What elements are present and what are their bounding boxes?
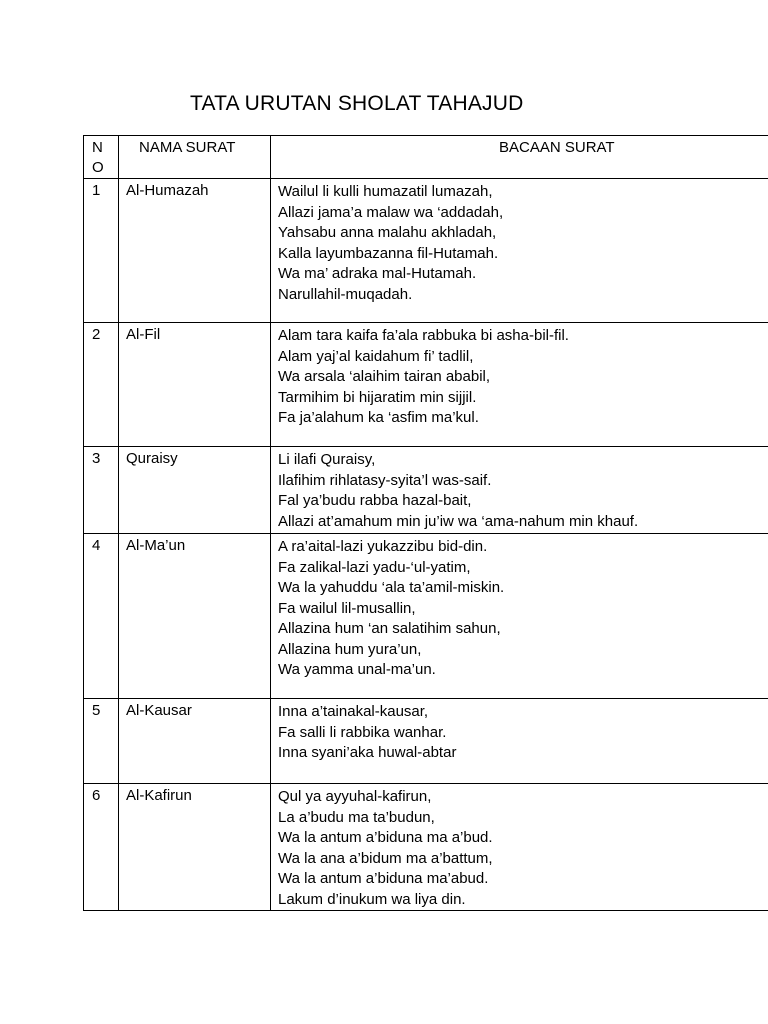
row-number: 5 <box>84 699 119 784</box>
verse-line: Fa zalikal-lazi yadu-‘ul-yatim, <box>278 558 471 576</box>
table-row <box>84 534 768 699</box>
verse-line: A ra’aital-lazi yukazzibu bid-din. <box>278 538 488 555</box>
verse-line: Inna syani’aka huwal-abtar <box>278 744 457 761</box>
verse-line: Alam tara kaifa fa’ala rabbuka bi asha-bil-fil. <box>278 327 569 344</box>
verse-line: Wa ma’ adraka mal-Hutamah. <box>278 265 477 282</box>
surah-name: Al-Kausar <box>119 699 271 784</box>
table-row <box>84 447 768 534</box>
surah-name: Quraisy <box>119 447 271 534</box>
verse-line: Narullahil-muqadah. <box>278 285 413 303</box>
surah-text <box>271 323 768 447</box>
row-number: 3 <box>84 447 119 534</box>
verse-line: Wailul li kulli humazatil lumazah, <box>278 183 493 200</box>
verse-line: Wa la yahuddu ‘ala ta’amil-miskin. <box>278 579 505 596</box>
table-row <box>84 784 768 911</box>
header-no <box>84 136 119 179</box>
verse-line: La a’budu ma ta’budun, <box>278 808 435 826</box>
table-row <box>84 323 768 447</box>
verse-line: Allazina hum yura’un, <box>278 640 422 658</box>
surah-text <box>271 699 768 784</box>
verse-line: Fal ya’budu rabba hazal-bait, <box>278 492 472 509</box>
verse-line: Qul ya ayyuhal-kafirun, <box>278 788 432 805</box>
verse-line: Allazi jama’a malaw wa ‘addadah, <box>278 203 504 221</box>
row-number: 6 <box>84 784 119 911</box>
table-row <box>84 179 768 323</box>
verse-line: Wa yamma unal-ma’un. <box>278 661 436 678</box>
surah-text <box>271 447 768 534</box>
verse-line: Allazina hum ‘an salatihim sahun, <box>278 620 501 637</box>
surah-name: Al-Humazah <box>119 179 271 323</box>
row-number: 1 <box>84 179 119 323</box>
surah-text <box>271 784 768 911</box>
surah-table <box>83 135 768 911</box>
verse-line: Yahsabu anna malahu akhladah, <box>278 224 497 241</box>
verse-line: Tarmihim bi hijaratim min sijjil. <box>278 388 477 406</box>
surah-text <box>271 534 768 699</box>
header-text: BACAAN SURAT <box>271 136 768 179</box>
page-title: TATA URUTAN SHOLAT TAHAJUD <box>190 92 524 115</box>
verse-line: Wa la antum a’biduna ma a’bud. <box>278 829 493 846</box>
surah-name: Al-Ma’un <box>119 534 271 699</box>
verse-line: Wa la ana a’bidum ma a’battum, <box>278 849 493 867</box>
verse-line: Li ilafi Quraisy, <box>278 451 376 468</box>
header-no-label: NO <box>92 139 104 176</box>
surah-name: Al-Fil <box>119 323 271 447</box>
verse-line: Fa salli li rabbika wanhar. <box>278 723 447 741</box>
verse-line: Allazi at’amahum min ju’iw wa ‘ama-nahum min khauf. <box>278 512 639 530</box>
verse-line: Fa ja’alahum ka ‘asfim ma’kul. <box>278 409 479 426</box>
surah-text <box>271 179 768 323</box>
verse-line: Wa arsala ‘alaihim tairan ababil, <box>278 368 491 385</box>
table-row <box>84 699 768 784</box>
row-number: 4 <box>84 534 119 699</box>
surah-name: Al-Kafirun <box>119 784 271 911</box>
verse-line: Alam yaj’al kaidahum fi’ tadlil, <box>278 347 474 365</box>
verse-line: Lakum d’inukum wa liya din. <box>278 890 466 908</box>
verse-line: Inna a’tainakal-kausar, <box>278 703 429 720</box>
row-number: 2 <box>84 323 119 447</box>
verse-line: Ilafihim rihlatasy-syita’l was-saif. <box>278 471 492 489</box>
verse-line: Kalla layumbazanna fil-Hutamah. <box>278 244 499 262</box>
header-name: NAMA SURAT <box>119 136 271 179</box>
verse-line: Fa wailul lil-musallin, <box>278 599 416 617</box>
table-header-row <box>84 136 768 179</box>
verse-line: Wa la antum a’biduna ma’abud. <box>278 870 489 887</box>
